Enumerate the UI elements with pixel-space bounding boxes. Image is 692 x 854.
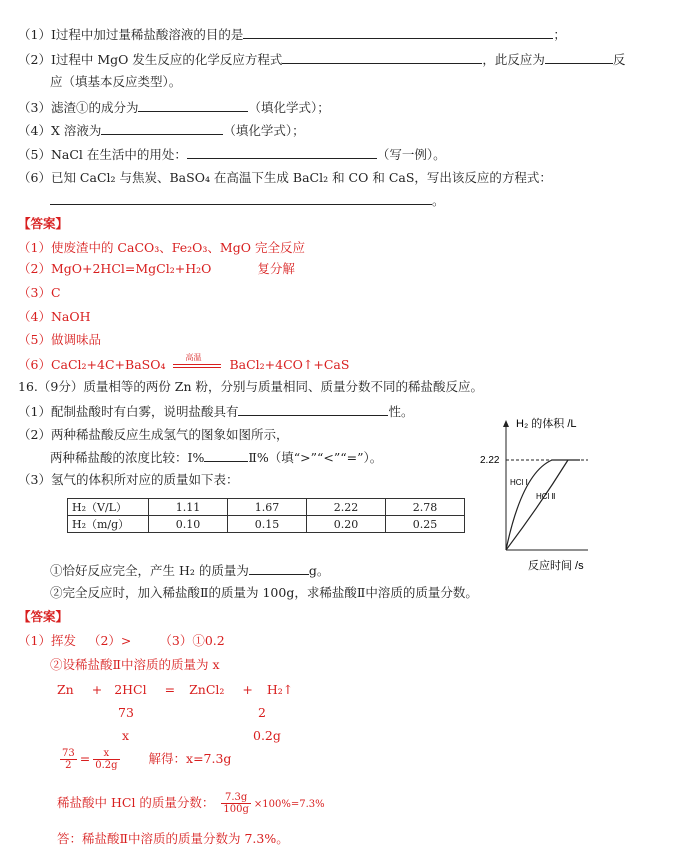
table-row: H₂（m/g） 0.10 0.15 0.20 0.25 <box>68 516 465 533</box>
curve-hcl-1 <box>506 460 580 550</box>
y-axis-label: H₂ 的体积 /L <box>516 418 577 430</box>
q16-stem: 16.（9分）质量相等的两份 Zn 粉，分别与质量相同、质量分数不同的稀盐酸反应。 <box>18 379 484 394</box>
q16-part2: （2）两种稀盐酸反应生成氢气的图象如图所示， <box>18 427 289 442</box>
q16-sub2: ②完全反应时，加入稀盐酸Ⅱ的质量为 100g，求稀盐酸Ⅱ中溶质的质量分数。 <box>50 585 478 600</box>
answer-blank[interactable] <box>243 26 553 39</box>
answer-blank[interactable] <box>238 403 388 416</box>
q15-part6: （6）已知 CaCl₂ 与焦炭、BaSO₄ 在高温下生成 BaCl₂ 和 CO 和 CaS，写出该反应的方程式： <box>18 170 552 185</box>
answer-blank[interactable] <box>282 51 482 64</box>
answer-heading: 【答案】 <box>18 609 69 624</box>
answer-blank[interactable] <box>249 562 309 575</box>
q15-part3: （3）滤渣①的成分为 （填化学式）； <box>18 100 330 115</box>
q15-part2: （2）Ⅰ过程中 MgO 发生反应的化学反应方程式 ，此反应为 反 <box>18 52 626 67</box>
answer-15-2: （2）MgO+2HCl=MgCl₂+H₂O 复分解 <box>18 261 295 276</box>
q15-part1: （1）Ⅰ过程中加过量稀盐酸溶液的目的是 ； <box>18 27 566 42</box>
answer-16-1: （1）挥发 （2）> （3）①0.2 <box>18 633 225 648</box>
molar-mass-hcl: 73 <box>118 705 134 720</box>
answer-15-6: （6）CaCl₂+4C+BaSO₄ 高温 BaCl₂+4CO↑+CaS <box>18 357 349 373</box>
x-axis-label: 反应时间 /s <box>528 560 584 572</box>
hydrogen-volume-graph <box>470 415 680 575</box>
mass-h2-value: 0.2g <box>253 728 281 743</box>
q16-part2-compare: 两种稀盐酸的浓度比较：Ⅰ% Ⅱ%（填“>”“<”“=”）。 <box>50 450 383 465</box>
answer-15-3: （3）C <box>18 285 61 300</box>
answer-blank[interactable] <box>545 51 613 64</box>
unknown-x: x <box>122 728 130 743</box>
answer-blank[interactable] <box>138 99 248 112</box>
curve-hcl-2 <box>506 460 568 550</box>
curve-label-1: HCl Ⅰ <box>510 478 528 487</box>
q15-part2-cont: 应（填基本反应类型）。 <box>50 74 182 89</box>
q16-part3: （3）氢气的体积所对应的质量如下表： <box>18 472 239 487</box>
answer-blank[interactable] <box>101 122 223 135</box>
q16-sub1: ①恰好反应完全，产生 H₂ 的质量为 g。 <box>50 563 330 578</box>
curve-label-2: HCl Ⅱ <box>536 492 556 501</box>
q15-part5: （5）NaCl 在生活中的用处： （写一例）。 <box>18 147 446 162</box>
reaction-arrow <box>173 364 221 365</box>
proportion-equation: $\frac{73}{2}$ = $\frac{x}{0.2g}$ 解得：x=7.3g <box>62 748 232 771</box>
reaction-equation: Zn + 2HCl = ZnCl₂ + H₂↑ <box>57 682 294 697</box>
mass-fraction-calc: 稀盐酸中 HCl 的质量分数： $\frac{7.3g}{100g}$ ×100%=7.3% <box>57 792 325 815</box>
table-row: H₂（V/L） 1.11 1.67 2.22 2.78 <box>68 499 465 516</box>
molar-mass-h2: 2 <box>258 705 266 720</box>
q16-part1: （1）配制盐酸时有白雾，说明盐酸具有 性。 <box>18 404 414 419</box>
answer-blank[interactable] <box>187 146 377 159</box>
hydrogen-table <box>67 498 465 533</box>
answer-16-assume: ②设稀盐酸Ⅱ中溶质的质量为 x <box>50 657 220 672</box>
answer-15-4: （4）NaOH <box>18 309 91 324</box>
q15-part4: （4）X 溶液为 （填化学式）； <box>18 123 305 138</box>
answer-blank[interactable] <box>50 192 432 205</box>
q15-part6-blank-line: 。 <box>50 192 445 209</box>
final-answer: 答：稀盐酸Ⅱ中溶质的质量分数为 7.3%。 <box>57 831 289 846</box>
answer-heading: 【答案】 <box>18 216 69 231</box>
answer-blank[interactable] <box>204 449 248 462</box>
condition-label: 高温 <box>185 352 202 362</box>
answer-15-1: （1）使废渣中的 CaCO₃、Fe₂O₃、MgO 完全反应 <box>18 240 305 255</box>
y-tick-label: 2.22 <box>480 455 500 466</box>
answer-15-5: （5）做调味品 <box>18 332 101 347</box>
